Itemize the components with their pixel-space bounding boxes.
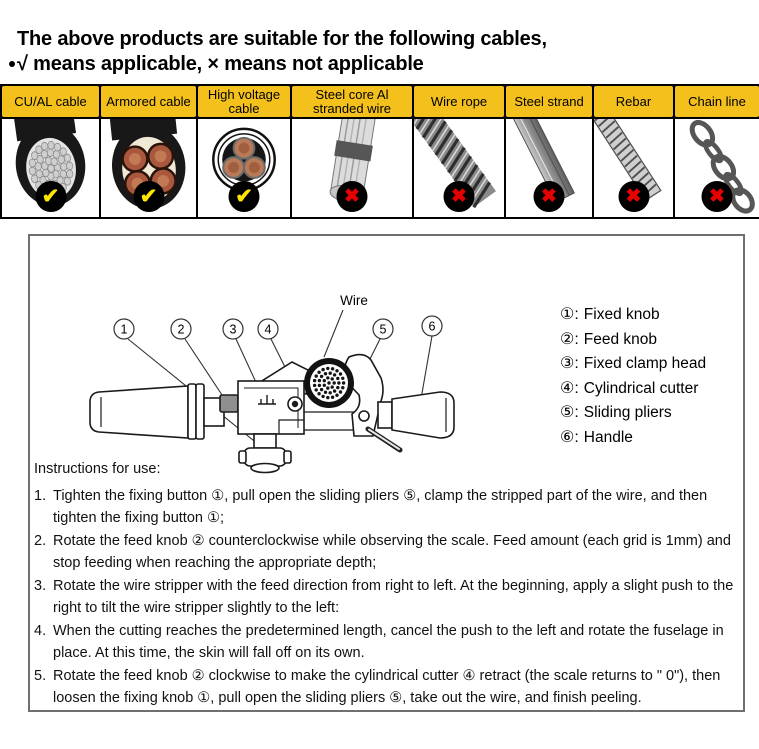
table-header-rebar: Rebar <box>594 86 673 117</box>
callout-6 <box>422 316 442 336</box>
table-header-chain-line: Chain line <box>675 86 759 117</box>
cell-steel-strand <box>506 119 592 217</box>
instructions-title: Instructions for use: <box>34 461 161 477</box>
legend-item-fixed-knob: ①: Fixed knob <box>560 306 660 323</box>
cable-compatibility-table <box>0 84 759 219</box>
parts-legend <box>560 304 744 451</box>
instruction-step-1: 1. Tighten the fixing button ①, pull open the sliding pliers ⑤, clamp the stripped part of the wire, and then tighten the fixing button ①; <box>34 488 708 526</box>
instruction-step-2: 2. Rotate the feed knob ② counterclockwise while observing the scale. Feed amount (each grid is 1mm) and stop feeding when reaching the appropriate depth; <box>34 533 731 571</box>
svg-text:3: 3 <box>229 322 237 337</box>
wire-cross-section <box>304 358 354 408</box>
instruction-step-4: 4. When the cutting reaches the predetermined length, cancel the push to the left and rotate the fuselage in place. At this time, the skin will fall off on its own. <box>34 623 724 661</box>
svg-text:2: 2 <box>177 322 185 337</box>
left-handle <box>90 386 188 438</box>
legend-item-cylindrical-cutter: ④: Cylindrical cutter <box>560 379 699 397</box>
legend-item-feed-knob: ②: Feed knob <box>560 330 658 348</box>
legend-item-fixed-clamp-head: ③: Fixed clamp head <box>560 355 707 372</box>
not-applicable-cross-mark: ✖ <box>444 181 475 212</box>
table-header-high-voltage-cable: High voltage cable <box>198 86 290 117</box>
applicable-check-mark: ✔ <box>229 181 260 212</box>
callout-4 <box>258 319 278 339</box>
callout-2 <box>171 319 191 339</box>
applicable-check-mark: ✔ <box>133 181 164 212</box>
svg-text:6: 6 <box>428 319 436 334</box>
feed-knob <box>220 395 238 412</box>
cell-steel-core-al-stranded-wire <box>292 119 412 217</box>
not-applicable-cross-mark: ✖ <box>702 181 733 212</box>
svg-text:4: 4 <box>264 322 272 337</box>
wire-stripper-diagram <box>30 236 570 482</box>
not-applicable-cross-mark: ✖ <box>534 181 565 212</box>
callout-1 <box>114 319 134 339</box>
svg-text:5: 5 <box>379 322 387 337</box>
cell-chain-line <box>675 119 759 217</box>
not-applicable-cross-mark: ✖ <box>618 181 649 212</box>
bullet-dot <box>9 61 15 67</box>
cell-high-voltage-cable <box>198 119 290 217</box>
table-header-cu-al-cable: CU/AL cable <box>2 86 99 117</box>
intro-line-1: The above products are suitable for the following cables, <box>17 28 547 50</box>
table-header-wire-rope: Wire rope <box>414 86 504 117</box>
svg-text:1: 1 <box>120 322 128 337</box>
locking-pin <box>368 429 400 450</box>
table-header-steel-strand: Steel strand <box>506 86 592 117</box>
intro-line-2: √ means applicable, × means not applicable <box>17 53 424 75</box>
tool-body <box>90 355 454 473</box>
callout-3 <box>223 319 243 339</box>
legend-item-handle: ⑥: Handle <box>560 428 633 446</box>
table-header-steel-core-al-stranded-wire: Steel core Al stranded wire <box>292 86 412 117</box>
applicable-check-mark: ✔ <box>35 181 66 212</box>
instructions-section <box>34 458 742 710</box>
right-handle <box>392 392 454 438</box>
cell-armored-cable <box>101 119 196 217</box>
instruction-panel <box>28 234 745 712</box>
table-header-armored-cable: Armored cable <box>101 86 196 117</box>
callouts <box>114 316 442 339</box>
fixing-button <box>254 434 276 448</box>
instruction-step-5: 5. Rotate the feed knob ② clockwise to make the cylindrical cutter ④ retract (the scale returns to " 0"), then loosen the fixing knob ①, pull open the sliding pliers ⑤, take out the wire, and finish peeling. <box>34 668 721 706</box>
callout-5 <box>373 319 393 339</box>
cell-cu-al-cable <box>2 119 99 217</box>
intro-text <box>17 27 547 77</box>
cell-wire-rope <box>414 119 504 217</box>
not-applicable-cross-mark: ✖ <box>337 181 368 212</box>
cell-rebar <box>594 119 673 217</box>
instruction-step-3: 3. Rotate the wire stripper with the feed direction from right to left. At the beginning, apply a slight push to the right to tilt the wire stripper slightly to the left: <box>34 578 734 616</box>
legend-item-sliding-pliers: ⑤: Sliding pliers <box>560 404 672 421</box>
wire-label: Wire <box>340 293 368 308</box>
